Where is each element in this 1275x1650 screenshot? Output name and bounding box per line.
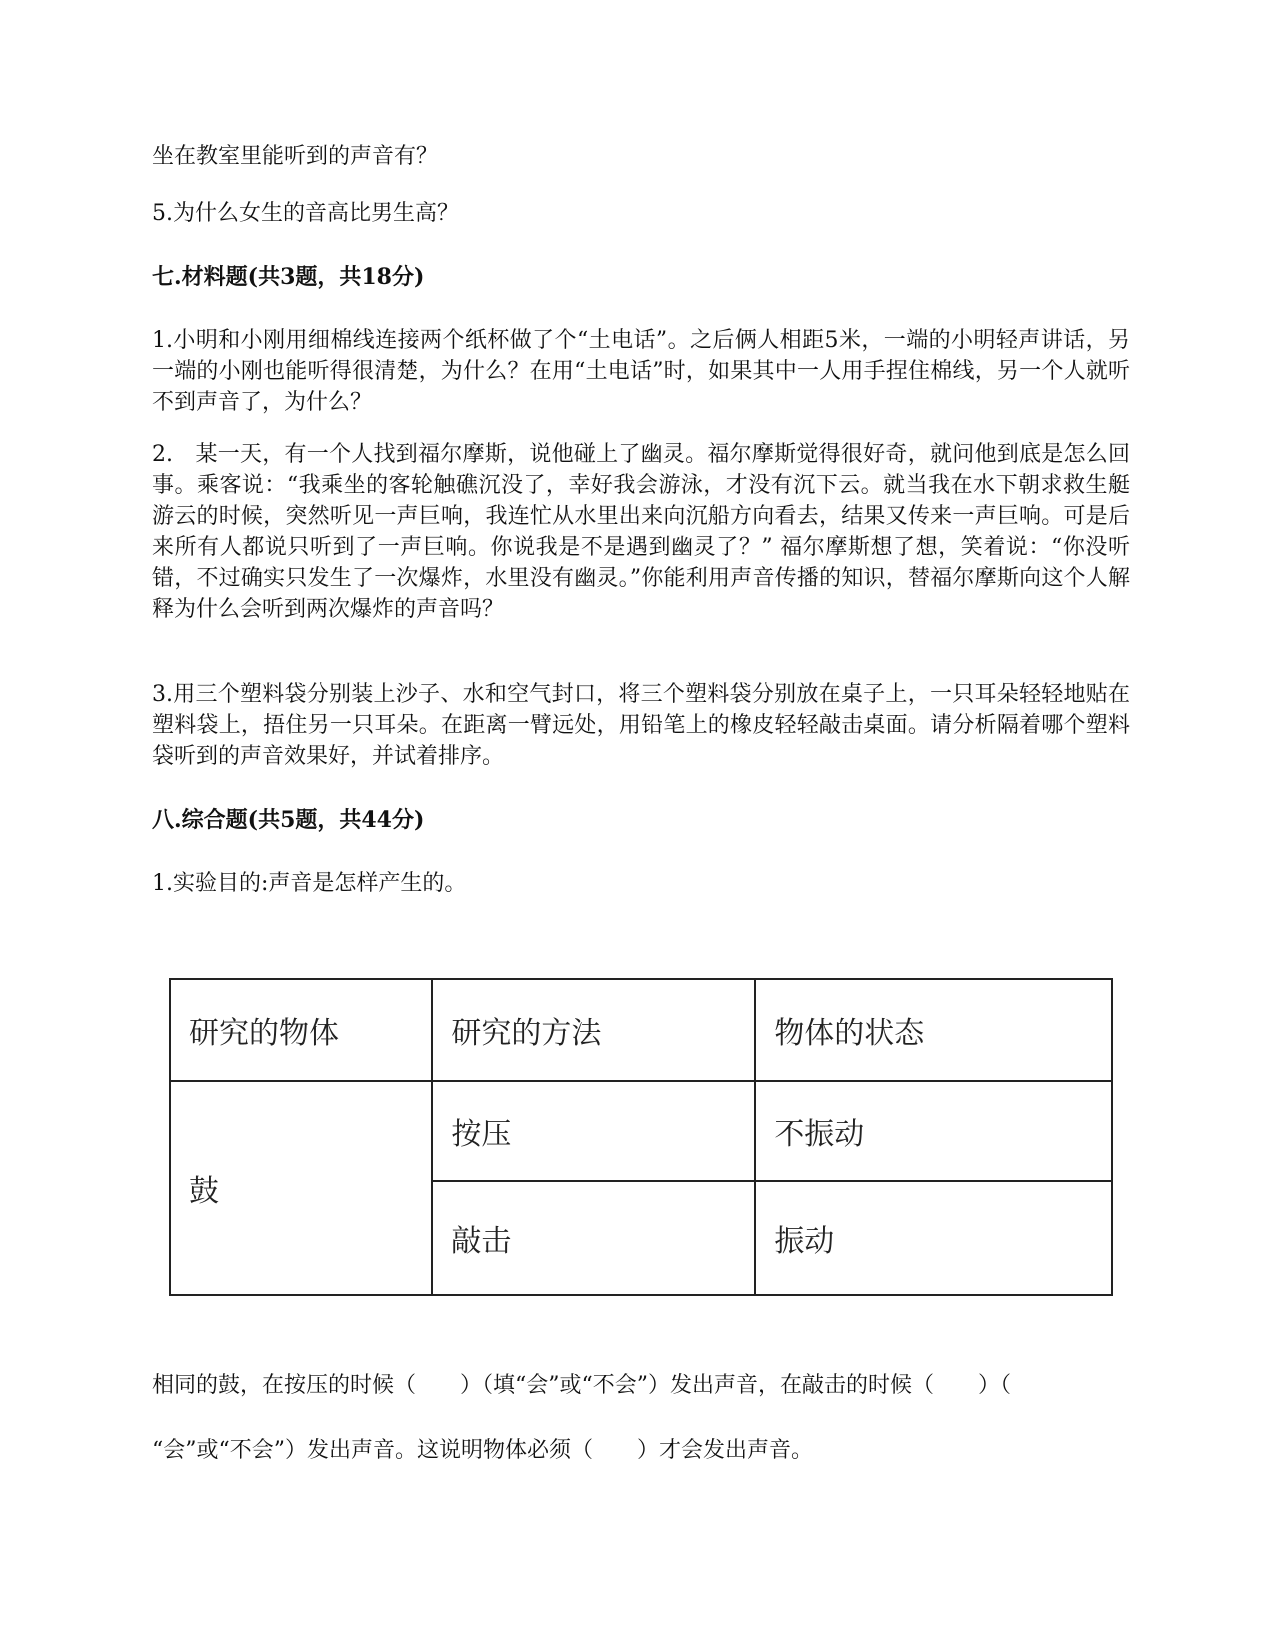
table-cell-method: 按压 xyxy=(432,1081,755,1181)
table-cell-state: 振动 xyxy=(755,1181,1112,1295)
fill-in-line-2: “会”或“不会”）发出声音。这说明物体必须（ ）才会发出声音。 xyxy=(152,1438,813,1463)
section-7-question-2: 2. 某一天，有一个人找到福尔摩斯，说他碰上了幽灵。福尔摩斯觉得很好奇，就问他到底是怎么回事。乘客说：“我乘坐的客轮触礁沉没了，幸好我会游泳，才没有沉下云。就当我在水下朝求救生艇游云的时候，突然听见一声巨响，我连忙从水里出来向沉船方向看去，结果又传来一声巨响。可是后来所有人都说只听到了一声巨响。你说我是不是遇到幽灵了？” 福尔摩斯想了想，笑着说：“你没听错，不过确实只发生了一次爆炸，水里没有幽灵。”你能利用声音传播的知识，替福尔摩斯向这个人解释为什么会听到两次爆炸的声音吗？ xyxy=(152,442,1130,622)
table-row xyxy=(170,1081,1112,1181)
table-cell-method: 敲击 xyxy=(432,1181,755,1295)
question-5-text: 5.为什么女生的音高比男生高？ xyxy=(152,201,459,226)
table-header-row xyxy=(170,979,1112,1081)
section-7-heading: 七.材料题(共3题，共18分) xyxy=(152,264,425,290)
table-header-cell: 研究的方法 xyxy=(432,979,755,1081)
table-cell-state: 不振动 xyxy=(755,1081,1112,1181)
fill-in-line-1: 相同的鼓，在按压的时候（ ）（填“会”或“不会”）发出声音，在敲击的时候（ ）（ xyxy=(152,1373,1011,1398)
section-7-question-3: 3.用三个塑料袋分别装上沙子、水和空气封口，将三个塑料袋分别放在桌子上，一只耳朵轻轻地贴在塑料袋上，捂住另一只耳朵。在距离一臂远处，用铅笔上的橡皮轻轻敲击桌面。请分析隔着哪个塑料袋听到的声音效果好，并试着排序。 xyxy=(152,682,1130,769)
table-cell-object: 鼓 xyxy=(170,1081,432,1295)
experiment-table xyxy=(169,978,1113,1296)
table-header-cell: 研究的物体 xyxy=(170,979,432,1081)
section-8-heading: 八.综合题(共5题，共44分) xyxy=(152,807,425,833)
section-7-question-1: 1.小明和小刚用细棉线连接两个纸杯做了个“土电话”。之后俩人相距5米，一端的小明轻声讲话，另一端的小刚也能听得很清楚，为什么？在用“土电话”时，如果其中一人用手捏住棉线，另一个人就听不到声音了，为什么？ xyxy=(152,328,1130,415)
section-8-question-1-intro: 1.实验目的:声音是怎样产生的。 xyxy=(152,871,467,896)
continued-question-text: 坐在教室里能听到的声音有？ xyxy=(152,144,439,169)
table-header-cell: 物体的状态 xyxy=(755,979,1112,1081)
